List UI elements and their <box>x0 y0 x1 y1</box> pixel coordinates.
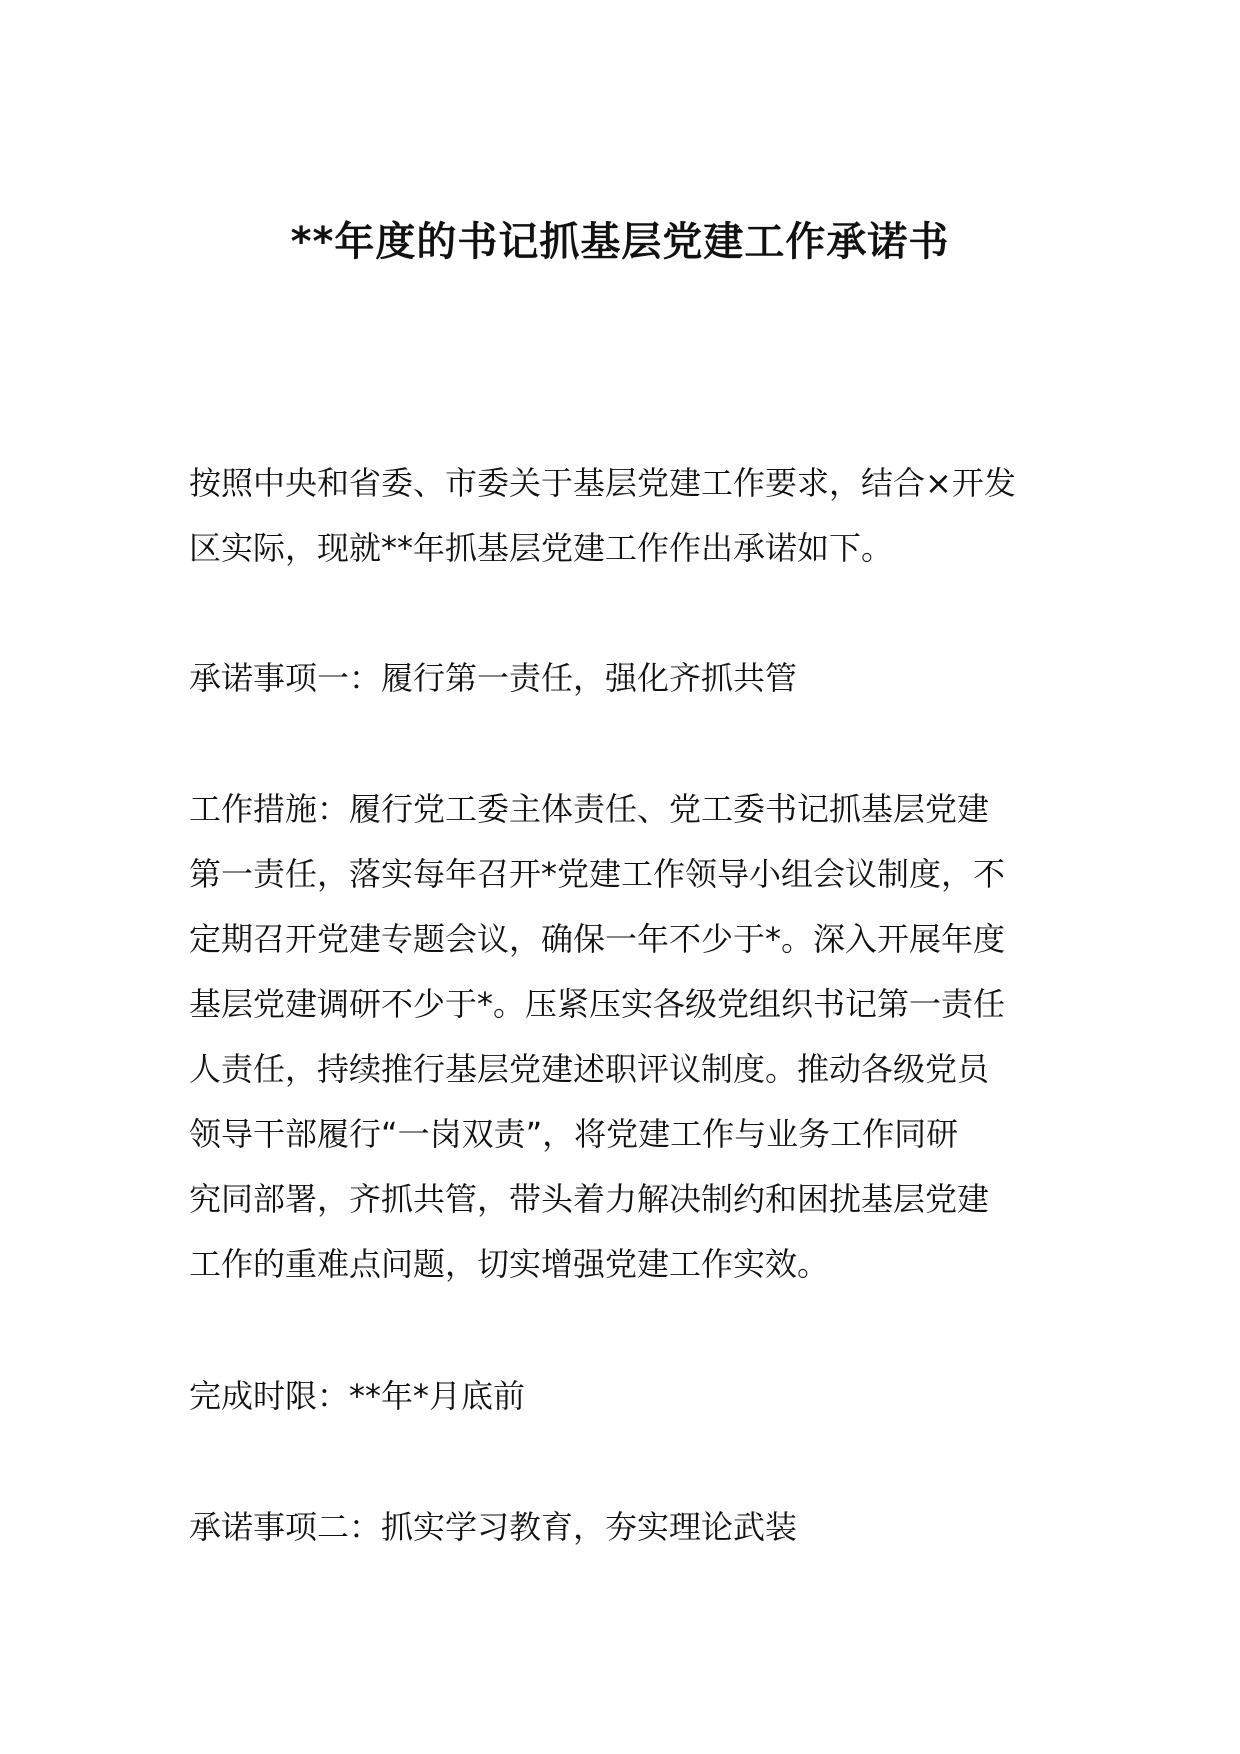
heading-text: 承诺事项二：抓实学习教育，夯实理论武装 <box>189 1508 798 1546</box>
paragraph-line: 工作措施：履行党工委主体责任、党工委书记抓基层党建 <box>189 790 990 828</box>
commitment-item-2-heading <box>189 1495 1069 1560</box>
intro-paragraph <box>189 451 1069 581</box>
paragraph-line: 工作的重难点问题，切实增强党建工作实效。 <box>189 1245 830 1283</box>
heading-text: 承诺事项一：履行第一责任，强化齐抓共管 <box>189 659 798 697</box>
paragraph-line: 究同部署，齐抓共管，带头着力解决制约和困扰基层党建 <box>189 1180 990 1218</box>
paragraph-line: 第一责任，落实每年召开*党建工作领导小组会议制度，不 <box>189 855 1006 893</box>
paragraph-line: 定期召开党建专题会议，确保一年不少于*。深入开展年度 <box>189 920 1006 958</box>
work-measures-paragraph <box>189 777 1069 1297</box>
document-title: **年度的书记抓基层党建工作承诺书 <box>290 219 950 265</box>
paragraph-line: 区实际，现就**年抓基层党建工作作出承诺如下。 <box>189 529 894 567</box>
commitment-item-1-heading <box>189 646 1069 711</box>
deadline-line <box>189 1364 1069 1429</box>
deadline-text: 完成时限：**年*月底前 <box>189 1377 526 1415</box>
paragraph-line: 领导干部履行“一岗双责”，将党建工作与业务工作同研 <box>189 1115 959 1153</box>
paragraph-line: 按照中央和省委、市委关于基层党建工作要求，结合×开发 <box>189 464 1016 502</box>
paragraph-line: 基层党建调研不少于*。压紧压实各级党组织书记第一责任 <box>189 985 1006 1023</box>
paragraph-line: 人责任，持续推行基层党建述职评议制度。推动各级党员 <box>189 1050 990 1088</box>
